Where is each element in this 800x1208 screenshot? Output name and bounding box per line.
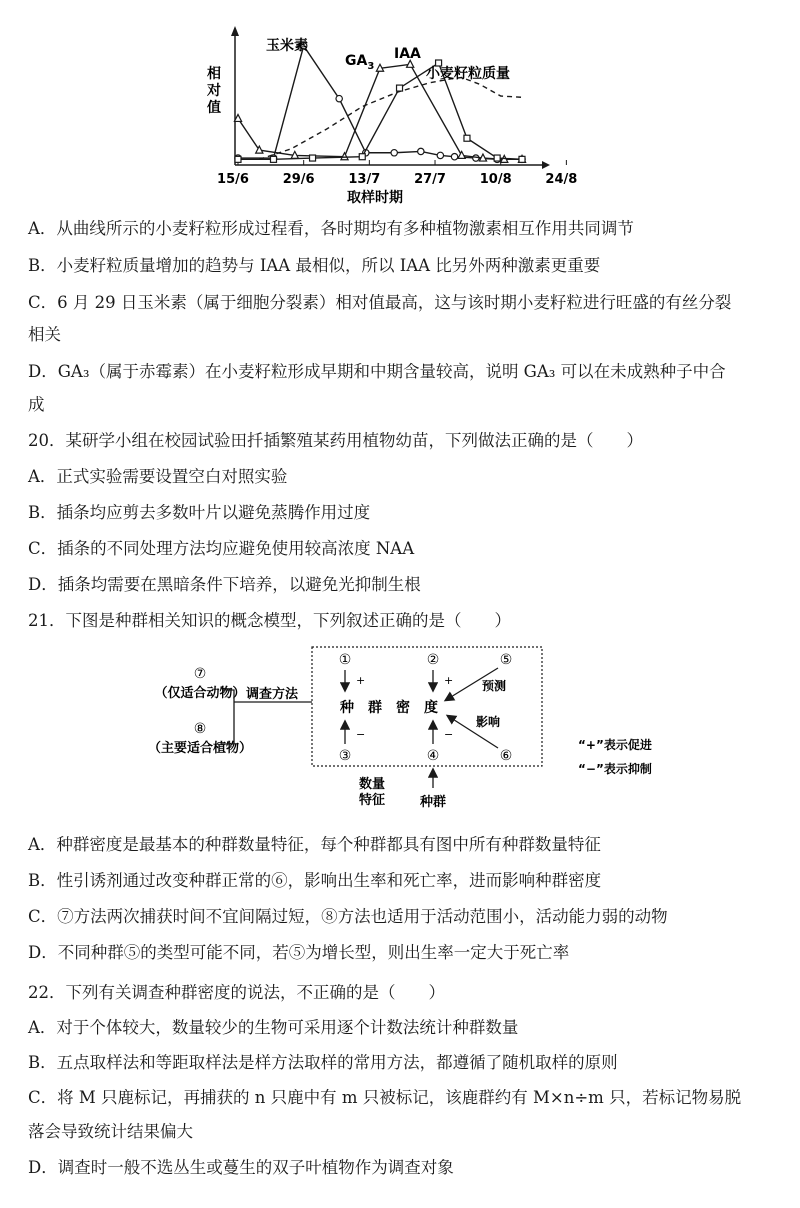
q20-option-d: D．插条均需要在黑暗条件下培养，以避免光抑制生根 [28, 575, 421, 594]
q20-option-b: B．插条均应剪去多数叶片以避免蒸腾作用过度 [28, 503, 371, 522]
x-tick-label: 10/8 [479, 172, 512, 187]
label-quantity-2: 特征 [358, 793, 386, 808]
point-square [519, 156, 525, 162]
chart-svg [190, 20, 590, 210]
q20-stem: 20．某研学小组在校园试验田扦插繁殖某药用植物幼苗，下列做法正确的是（ ） [28, 431, 643, 450]
q19-option-b: B．小麦籽粒质量增加的趋势与 IAA 最相似，所以 IAA 比另外两种激素更重要 [28, 256, 601, 275]
y-axis-label-char: 相 [207, 66, 221, 82]
legend-plus: “+”表示促进 [578, 738, 652, 752]
q22-option-c-line1: C．将 M 只鹿标记，再捕获的 n 只鹿中有 m 只被标记，该鹿群约有 M×n÷m 只，若标记物易脱 [28, 1088, 742, 1107]
q19-option-d-line2: 成 [28, 395, 45, 414]
x-tick-label: 13/7 [348, 172, 381, 187]
q20-option-a: A．正式实验需要设置空白对照实验 [28, 467, 288, 486]
q19-option-d-line1: D．GA₃（属于赤霉素）在小麦籽粒形成早期和中期含量较高，说明 GA₃ 可以在未成熟种子中合 [28, 362, 726, 381]
population-concept-diagram [100, 640, 700, 820]
label-n6: ⑥ [499, 748, 513, 764]
x-tick-label: 15/6 [217, 172, 249, 187]
series-line-0 [238, 46, 522, 160]
q20-option-c: C．插条的不同处理方法均应避免使用较高浓度 NAA [28, 539, 415, 558]
series-line-3 [259, 78, 522, 160]
q22-option-b: B．五点取样法和等距取样法是样方法取样的常用方法，都遵循了随机取样的原则 [28, 1053, 618, 1072]
label-quantity-1: 数量 [358, 777, 386, 792]
label-affect: 影响 [476, 715, 501, 729]
label-n4: ④ [426, 748, 440, 764]
point-square [310, 155, 316, 161]
q21-option-c: C．⑦方法两次捕获时间不宜间隔过短，⑧方法也适用于活动范围小，活动能力弱的动物 [28, 907, 668, 926]
label-density: 种 群 密 度 [340, 700, 438, 716]
label-n5: ⑤ [499, 652, 513, 668]
series-label-3: 小麦籽粒质量 [426, 66, 510, 82]
label-n3: ③ [338, 748, 352, 764]
q21-option-b: B．性引诱剂通过改变种群正常的⑥，影响出生率和死亡率，进而影响种群密度 [28, 871, 602, 890]
label-population: 种群 [419, 795, 447, 810]
q21-option-d: D．不同种群⑤的类型可能不同，若⑤为增长型，则出生率一定大于死亡率 [28, 943, 570, 962]
label-predict: 预测 [482, 679, 507, 693]
point-square [235, 156, 241, 162]
q21-option-a: A．种群密度是最基本的种群数量特征，每个种群都具有图中所有种群数量特征 [28, 835, 601, 854]
q22-stem: 22．下列有关调查种群密度的说法，不正确的是（ ） [28, 983, 445, 1002]
point-circle [418, 148, 424, 154]
x-tick-label: 24/8 [545, 172, 578, 187]
point-square [359, 154, 365, 160]
q22-option-d: D．调查时一般不选丛生或蔓生的双子叶植物作为调查对象 [28, 1158, 454, 1177]
y-axis-arrow [231, 26, 239, 36]
label-n8-note: （主要适合植物） [147, 741, 253, 756]
label-n7: ⑦ [193, 666, 207, 682]
point-square [271, 156, 277, 162]
series-label-0: 玉米素 [266, 38, 308, 54]
q19-option-c-line2: 相关 [28, 325, 61, 344]
point-circle [437, 152, 443, 158]
minus-sign-2: − [444, 728, 454, 741]
diagram-svg [100, 640, 700, 820]
point-circle [336, 95, 342, 101]
point-square [397, 85, 403, 91]
series-label-1: $GA_3$ [345, 53, 375, 72]
x-tick-label: 27/7 [414, 172, 446, 187]
series-label-2: IAA [394, 46, 421, 62]
q19-option-c-line1: C．6 月 29 日玉米素（属于细胞分裂素）相对值最高，这与该时期小麦籽粒进行旺盛的有丝分裂 [28, 293, 732, 312]
label-n1: ① [338, 652, 352, 668]
q22-option-a: A．对于个体较大，数量较少的生物可采用逐个计数法统计种群数量 [28, 1018, 519, 1037]
q19-option-a: A．从曲线所示的小麦籽粒形成过程看，各时期均有多种植物激素相互作用共同调节 [28, 219, 634, 238]
point-triangle [458, 151, 465, 158]
q21-stem: 21．下图是种群相关知识的概念模型，下列叙述正确的是（ ） [28, 611, 511, 630]
x-axis-arrow [542, 161, 550, 169]
q22-option-c-line2: 落会导致统计结果偏大 [28, 1122, 193, 1141]
plus-sign-2: + [444, 674, 454, 687]
label-n7-note: （仅适合动物） [154, 686, 246, 701]
x-tick-label: 29/6 [282, 172, 315, 187]
plus-sign-1: + [356, 674, 366, 687]
label-method: 调查方法 [245, 687, 299, 702]
label-n2: ② [426, 652, 440, 668]
legend-minus: “−”表示抑制 [578, 762, 652, 776]
point-square [464, 135, 470, 141]
y-axis-label-char: 值 [207, 100, 221, 116]
y-axis-label-char: 对 [207, 83, 221, 99]
x-axis-label: 取样时期 [347, 190, 403, 206]
hormone-line-chart [190, 20, 590, 210]
label-n8: ⑧ [193, 721, 207, 737]
minus-sign-1: − [356, 728, 366, 741]
point-circle [391, 150, 397, 156]
point-square [494, 155, 500, 161]
point-circle [451, 154, 457, 160]
